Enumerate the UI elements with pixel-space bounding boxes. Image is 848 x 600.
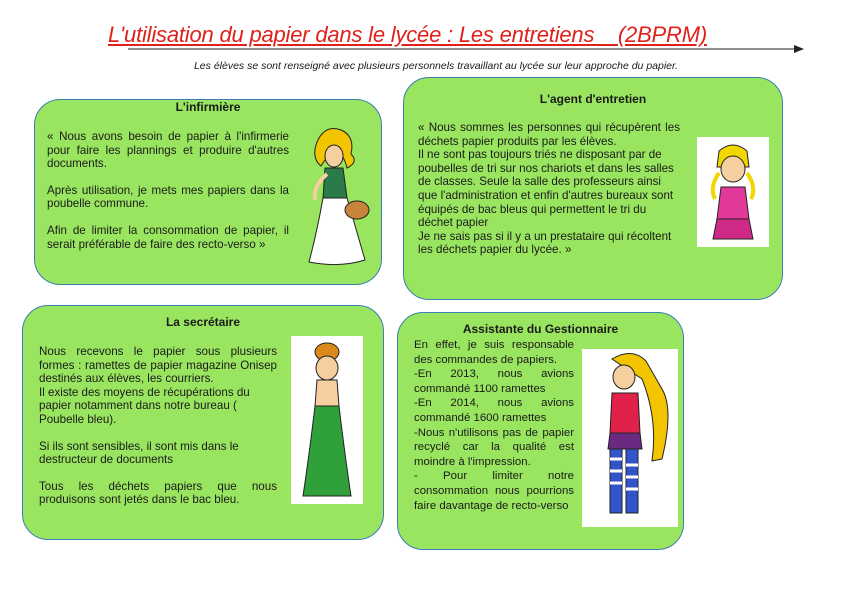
card-secretaire-title: La secrétaire: [165, 315, 241, 329]
assistant-illustration: [582, 349, 678, 527]
paragraph: -En 2014, nous avions commandé 1600 ramettes: [414, 397, 574, 424]
paragraph: « Nous sommes les personnes qui récupèrent les déchets papier produits par les élèves.: [418, 121, 680, 148]
card-agent-entretien: [403, 77, 783, 300]
card-agent-text: [418, 121, 680, 257]
cleaning-agent-illustration: [697, 137, 769, 247]
card-secretaire: [22, 305, 384, 540]
paragraph: - Pour limiter notre consommation nous pourrions faire davantage de recto-verso: [414, 470, 574, 512]
card-agent-title: L'agent d'entretien: [539, 92, 647, 106]
title-arrow: [128, 44, 808, 54]
paragraph: Si ils sont sensibles, il sont mis dans le destructeur de documents: [39, 439, 239, 467]
paragraph: En effet, je suis responsable des commandes de papiers.: [414, 339, 574, 366]
paragraph: -En 2013, nous avions commandé 1100 ramettes: [414, 368, 574, 395]
card-secretaire-text: [39, 345, 277, 507]
paragraph: Après utilisation, je mets mes papiers dans la poubelle commune.: [47, 183, 289, 211]
card-infirmiere: [34, 99, 382, 285]
card-assistante-title: Assistante du Gestionnaire: [462, 322, 619, 336]
paragraph: Je ne sais pas si il y a un prestataire qui récoltent les déchets papier du lycée. »: [418, 229, 672, 257]
card-assistante-text: [414, 338, 574, 513]
page-subtitle: Les élèves se sont renseigné avec plusieurs personnels travaillant au lycée sur leur approche du papier.: [193, 60, 679, 72]
paragraph: Tous les déchets papiers que nous produisons sont jetés dans le bac bleu.: [39, 479, 277, 507]
nurse-illustration: [297, 122, 375, 270]
paragraph: -Nous n'utilisons pas de papier recyclé car la qualité est moindre à l'impression.: [414, 426, 574, 468]
paragraph: Il existe des moyens de récupérations du papier notamment dans notre bureau ( Poubelle bleu).: [39, 385, 250, 426]
paragraph: Nous recevons le papier sous plusieurs formes : ramettes de papier magazine Onisep destinés aux élèves, les courriers.: [39, 345, 277, 386]
paragraph: Afin de limiter la consommation de papier, il serait préférable de faire des recto-verso »: [47, 223, 289, 251]
paragraph: « Nous avons besoin de papier à l'infirmerie pour faire les plannings et produire d'autres documents.: [47, 130, 289, 171]
page-title: L'utilisation du papier dans le lycée : Les entretiens (2BPRM): [108, 22, 707, 47]
card-assistante-gestionnaire: [397, 312, 684, 550]
paragraph: Il ne sont pas toujours triés ne disposant par de poubelles de tri sur nos chariots et dans les salles de classes. Seule la salle des professeurs ainsi que l'administration et enfin d'autres bureaux sont équipés de bac bleus qui permettent le tri du déchet papier: [418, 148, 674, 230]
card-infirmiere-text: [47, 130, 289, 251]
card-infirmiere-title: L'infirmière: [175, 100, 241, 114]
secretary-illustration: [291, 336, 363, 504]
